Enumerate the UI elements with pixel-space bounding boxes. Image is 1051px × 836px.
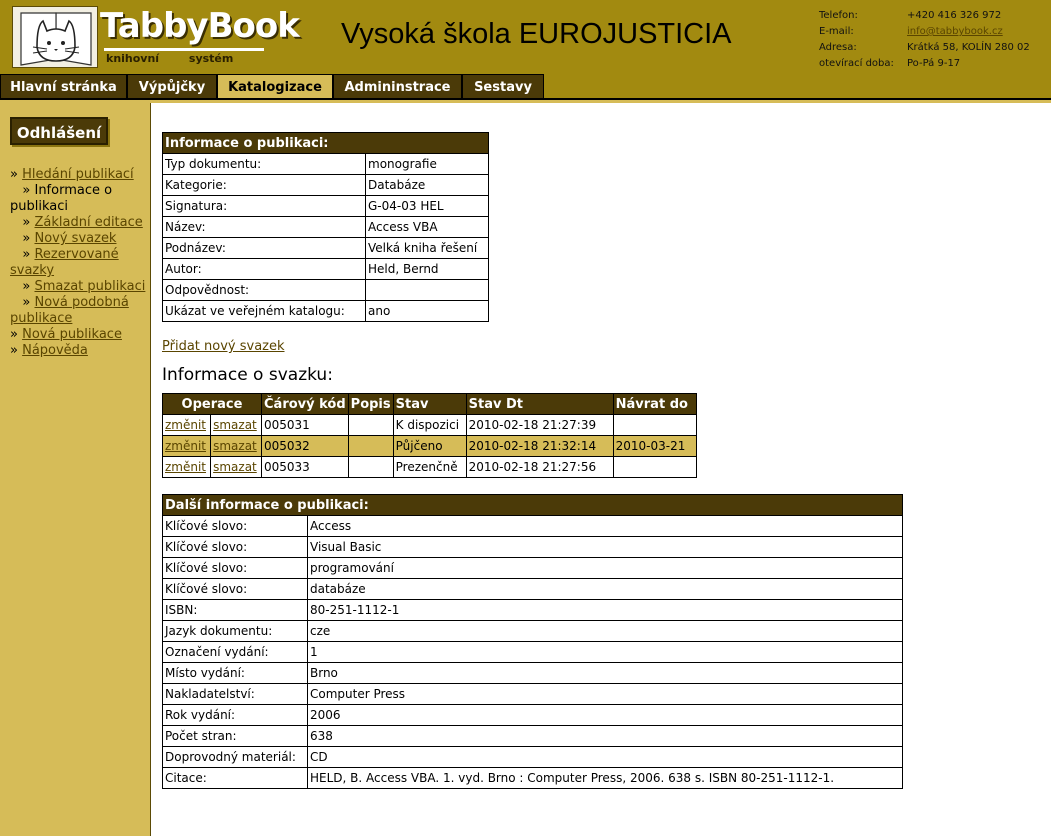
field-label: Rok vydání: [163,705,308,726]
delete-cell [211,415,262,436]
field-label: Název: [163,217,366,238]
column-header: Návrat do [613,394,696,415]
additional-info-table [162,494,903,789]
table-row [163,537,903,558]
field-value: Visual Basic [308,537,903,558]
state-date-cell: 2010-02-18 21:32:14 [466,436,613,457]
table-row [163,558,903,579]
table-row [163,768,903,789]
contact-value: +420 416 326 972 [907,10,1002,21]
school-name: Vysoká škola EUROJUSTICIA [341,18,732,50]
main-tabs [0,74,1051,100]
sidebar-link[interactable]: Smazat publikaci [34,279,146,294]
table-row [163,175,489,196]
field-value: ano [366,301,489,322]
table-row [163,621,903,642]
sidebar-item-delete: » Smazat publikaci [10,279,146,294]
tab-cataloging[interactable]: Katalogizace [217,74,333,100]
field-label: Podnázev: [163,238,366,259]
field-label: Autor: [163,259,366,280]
table-row [163,684,903,705]
table-row [163,516,903,537]
logout-button[interactable]: Odhlášení [10,117,108,145]
column-header: Popis [348,394,393,415]
contact-label: Adresa: [819,42,857,53]
field-label: Ukázat ve veřejném katalogu: [163,301,366,322]
column-header: Čárový kód [262,394,349,415]
sidebar-link[interactable]: Nápověda [22,343,88,358]
return-date-cell: 2010-03-21 [613,436,696,457]
field-value: 80-251-1112-1 [308,600,903,621]
field-value: Access VBA [366,217,489,238]
sidebar-item-new-volume: » Nový svazek [10,231,117,246]
field-value: Brno [308,663,903,684]
field-value: databáze [308,579,903,600]
return-date-cell [613,415,696,436]
field-label: Kategorie: [163,175,366,196]
field-label: Počet stran: [163,726,308,747]
delete-link[interactable]: smazat [213,460,257,474]
table-row-highlighted [163,436,697,457]
delete-link[interactable]: smazat [213,439,257,453]
field-value: Access [308,516,903,537]
table-row [163,642,903,663]
sidebar-link[interactable]: Nový svazek [34,231,117,246]
sidebar-item-reserved: » Rezervované svazky [10,247,119,278]
state-date-cell: 2010-02-18 21:27:39 [466,415,613,436]
field-value: 1 [308,642,903,663]
field-label: ISBN: [163,600,308,621]
sidebar-link[interactable]: Základní editace [34,215,143,230]
field-value: programování [308,558,903,579]
barcode-cell: 005033 [262,457,349,478]
delete-cell [211,457,262,478]
contact-address [819,40,1030,56]
table-row [163,579,903,600]
table-row [163,600,903,621]
sidebar-item-help: » Nápověda [10,343,88,358]
field-value: 638 [308,726,903,747]
state-cell: K dispozici [393,415,466,436]
field-label: Typ dokumentu: [163,154,366,175]
field-label: Klíčové slovo: [163,516,308,537]
sidebar [0,103,150,836]
field-label: Klíčové slovo: [163,579,308,600]
field-label: Označení vydání: [163,642,308,663]
field-value: G-04-03 HEL [366,196,489,217]
description-cell [348,415,393,436]
state-date-cell: 2010-02-18 21:27:56 [466,457,613,478]
description-cell [348,457,393,478]
barcode-cell: 005031 [262,415,349,436]
table-row [163,238,489,259]
table-row [163,217,489,238]
field-label: Odpovědnost: [163,280,366,301]
table-row [163,705,903,726]
contact-email [819,24,1030,40]
sidebar-link[interactable]: Rezervované svazky [10,247,119,278]
contact-hours [819,56,1030,72]
table-title: Další informace o publikaci: [163,495,903,516]
field-value: Held, Bernd [366,259,489,280]
edit-link[interactable]: změnit [165,418,207,432]
publication-info-table [162,132,489,322]
table-row [163,196,489,217]
header [0,0,1051,74]
brand-tagline: knihovní systém [106,52,234,65]
edit-cell [163,436,211,457]
field-label: Citace: [163,768,308,789]
edit-cell [163,415,211,436]
contact-label: Telefon: [819,10,858,21]
contact-value: Krátká 58, KOLÍN 280 02 [907,42,1030,53]
add-volume-link[interactable]: Přidat nový svazek [162,339,285,354]
field-label: Místo vydání: [163,663,308,684]
table-title: Informace o publikaci: [163,133,489,154]
field-label: Klíčové slovo: [163,558,308,579]
tabbybook-logo[interactable] [8,4,299,70]
edit-cell [163,457,211,478]
email-link[interactable]: info@tabbybook.cz [907,26,1003,37]
main-content [150,103,1051,836]
sidebar-current: Informace o publikaci [10,183,113,214]
field-value: CD [308,747,903,768]
sidebar-link[interactable]: Hledání publikací [22,167,134,182]
contact-info [819,8,1030,72]
state-cell: Prezenčně [393,457,466,478]
sidebar-item-publication-info: » Informace o publikaci [10,183,113,214]
edit-link[interactable]: změnit [165,460,207,474]
table-row [163,415,697,436]
brand-name: TabbyBook [100,6,299,46]
sidebar-item-similar: » Nová podobná publikace [10,295,129,326]
edit-link[interactable]: změnit [165,439,207,453]
column-header: Operace [163,394,262,415]
table-row [163,301,489,322]
table-row [163,747,903,768]
contact-phone [819,8,1030,24]
field-value: HELD, B. Access VBA. 1. vyd. Brno : Computer Press, 2006. 638 s. ISBN 80-251-1112-1. [308,768,903,789]
field-value: Databáze [366,175,489,196]
tab-reports[interactable]: Sestavy [462,74,544,100]
contact-label: otevírací doba: [819,58,894,69]
contact-value: Po-Pá 9-17 [907,58,961,69]
sidebar-link[interactable]: Nová podobná publikace [10,295,129,326]
field-value: Computer Press [308,684,903,705]
logo-underline [104,48,264,51]
table-row [163,726,903,747]
field-label: Jazyk dokumentu: [163,621,308,642]
delete-cell [211,436,262,457]
field-label: Doprovodný materiál: [163,747,308,768]
field-value: monografie [366,154,489,175]
state-cell: Půjčeno [393,436,466,457]
sidebar-item-basic-edit: » Základní editace [10,215,143,230]
field-value: cze [308,621,903,642]
tab-administration[interactable]: Admininstrace [333,74,462,100]
description-cell [348,436,393,457]
field-value: 2006 [308,705,903,726]
field-label: Signatura: [163,196,366,217]
table-row [163,457,697,478]
tab-loans[interactable]: Výpůjčky [127,74,217,100]
sidebar-item-search: » Hledání publikací [10,167,134,182]
sidebar-link[interactable]: Nová publikace [22,327,122,342]
column-header: Stav Dt [466,394,613,415]
field-value [366,280,489,301]
tab-home[interactable]: Hlavní stránka [0,74,127,100]
sidebar-item-new-publication: » Nová publikace [10,327,122,342]
delete-link[interactable]: smazat [213,418,257,432]
field-label: Klíčové slovo: [163,537,308,558]
column-header: Stav [393,394,466,415]
volumes-heading: Informace o svazku: [162,365,333,385]
contact-label: E-mail: [819,26,854,37]
table-row [163,280,489,301]
field-value: Velká kniha řešení [366,238,489,259]
table-row [163,259,489,280]
table-row [163,663,903,684]
cat-logo-icon [12,6,98,68]
volumes-table [162,393,697,478]
return-date-cell [613,457,696,478]
field-label: Nakladatelství: [163,684,308,705]
sidebar-nav [10,167,146,359]
barcode-cell: 005032 [262,436,349,457]
table-row [163,154,489,175]
